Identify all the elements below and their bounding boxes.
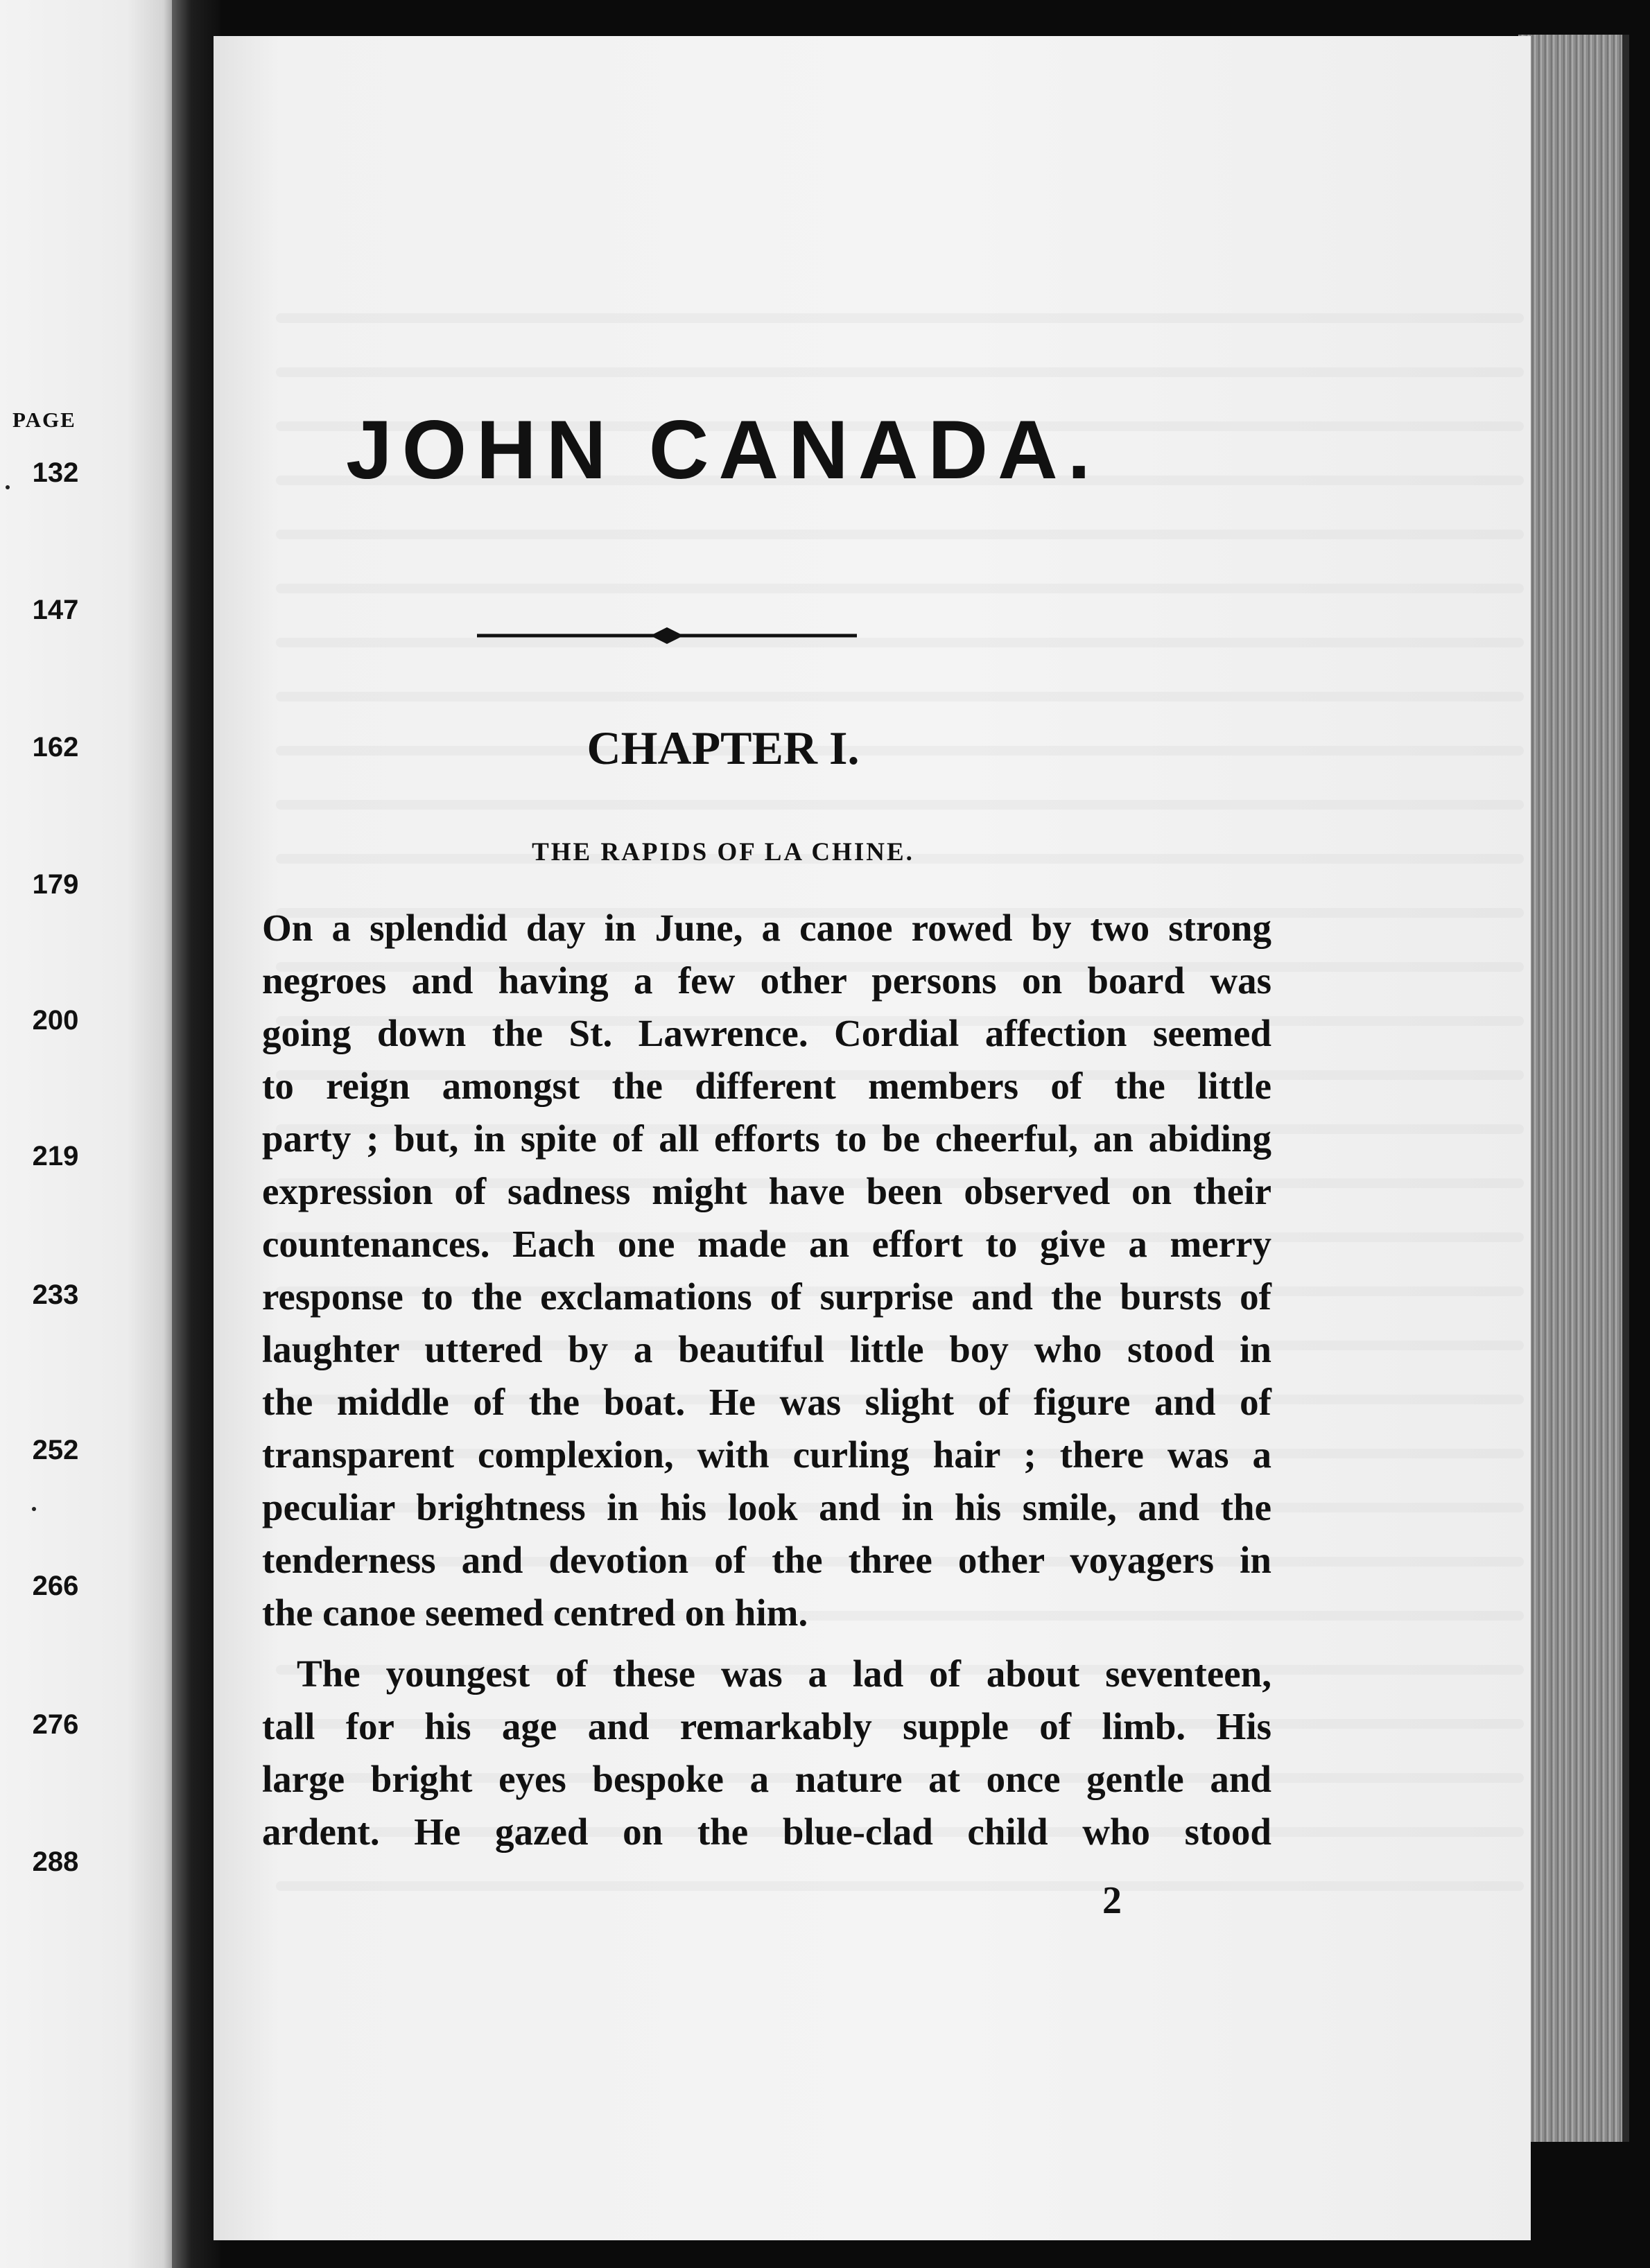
text-line: countenances. Each one made an effort to give a merry (262, 1223, 1271, 1265)
chapter-subheading: THE RAPIDS OF LA CHINE. (532, 838, 914, 866)
text-line: ardent. He gazed on the blue-clad child who stood (262, 1811, 1271, 1853)
text-line: transparent complexion, with curling hair ; there was a (262, 1433, 1271, 1476)
toc-page-number: 147 (32, 595, 79, 625)
text-line: laughter uttered by a beautiful little boy who stood in (262, 1328, 1271, 1370)
leader-dot (32, 1507, 36, 1511)
text-line: tenderness and devotion of the three other voyagers in (262, 1539, 1271, 1581)
toc-page-number: 132 (32, 457, 79, 488)
text-line: peculiar brightness in his look and in his smile, and the (262, 1486, 1271, 1528)
toc-page-number: 233 (32, 1280, 79, 1310)
toc-page-number: 162 (32, 732, 79, 762)
text-line: expression of sadness might have been observed on their (262, 1170, 1271, 1212)
text-line: large bright eyes bespoke a nature at once gentle and (262, 1758, 1271, 1800)
text-line: response to the exclamations of surprise and the bursts of (262, 1275, 1271, 1318)
previous-page-edge (0, 0, 182, 2268)
toc-page-number: 179 (32, 869, 79, 900)
title-ornament-rule (477, 625, 857, 646)
chapter-heading: CHAPTER I. (587, 722, 860, 774)
page-edges (1518, 35, 1629, 2142)
toc-page-number: 219 (32, 1141, 79, 1171)
text-line: going down the St. Lawrence. Cordial affection seemed (262, 1012, 1271, 1054)
book-title: JOHN CANADA. (345, 403, 1101, 496)
text-line: The youngest of these was a lad of about seventeen, (297, 1652, 1271, 1695)
toc-page-number: 200 (32, 1005, 79, 1036)
text-line: tall for his age and remarkably supple of limb. His (262, 1705, 1271, 1747)
text-line: the middle of the boat. He was slight of figure and of (262, 1381, 1271, 1423)
text-line: to reign amongst the different members of the little (262, 1065, 1271, 1107)
text-line: negroes and having a few other persons on board was (262, 959, 1271, 1002)
toc-page-number: 276 (32, 1709, 79, 1740)
toc-page-number: 252 (32, 1435, 79, 1465)
toc-page-header: PAGE (12, 408, 76, 432)
leader-dot (6, 485, 10, 489)
text-line: the canoe seemed centred on him. (262, 1591, 808, 1634)
text-line: On a splendid day in June, a canoe rowed by two strong (262, 907, 1271, 949)
toc-page-number: 288 (32, 1847, 79, 1877)
page-number: 2 (1102, 1879, 1122, 1922)
text-line: party ; but, in spite of all efforts to be cheerful, an abiding (262, 1117, 1271, 1160)
toc-page-number: 266 (32, 1571, 79, 1601)
